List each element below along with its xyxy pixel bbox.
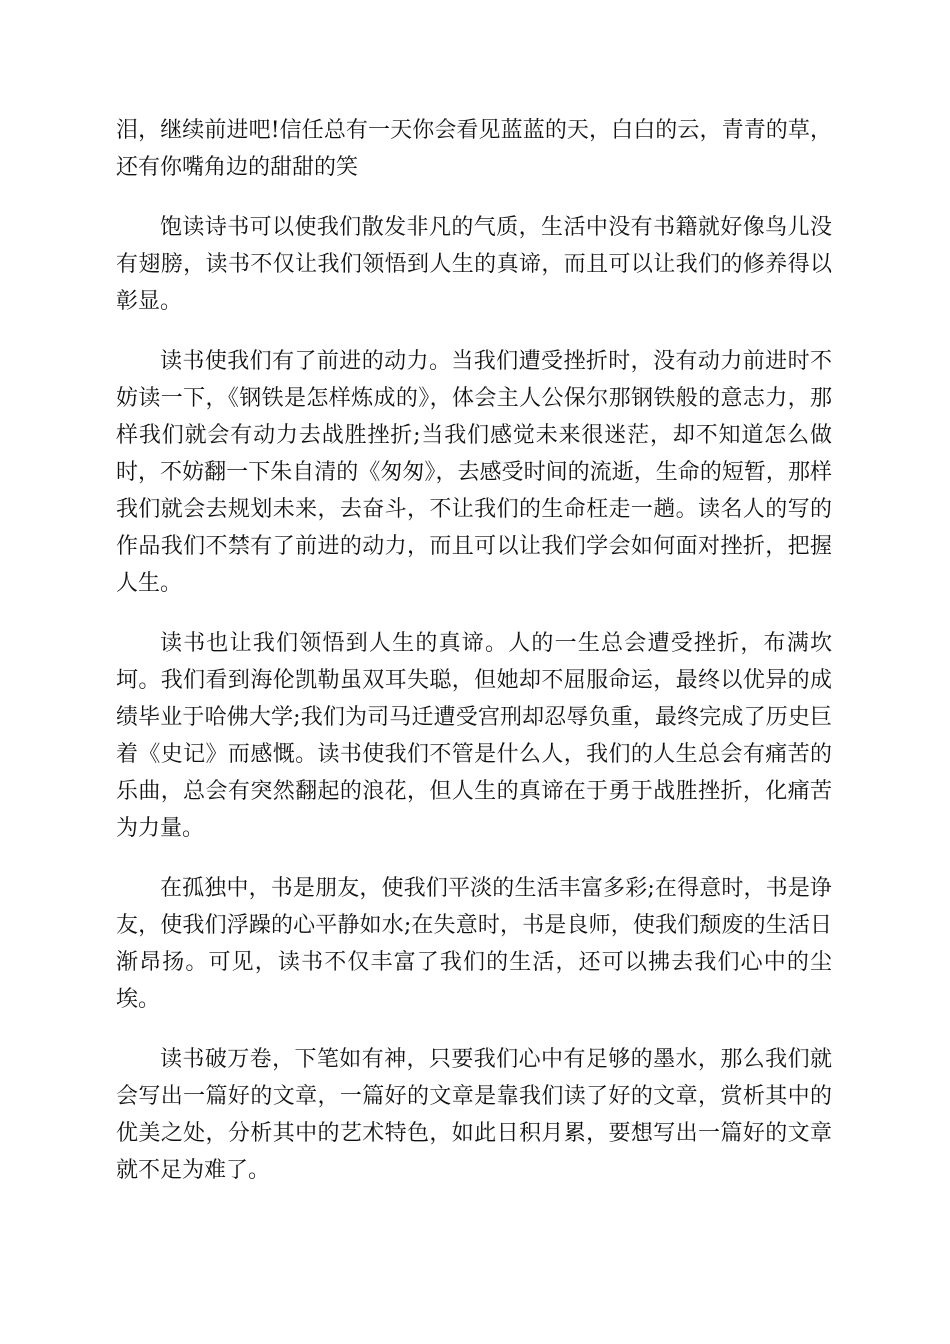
paragraph: 饱读诗书可以使我们散发非凡的气质，生活中没有书籍就好像鸟儿没有翅膀，读书不仅让我们领悟到人生的真谛，而且可以让我们的修养得以彰显。 [116, 215, 832, 314]
paragraph: 读书破万卷，下笔如有神，只要我们心中有足够的墨水，那么我们就会写出一篇好的文章，一篇好的文章是靠我们读了好的文章，赏析其中的优美之处，分析其中的艺术特色，如此日积月累，要想写出一篇好的文章就不足为难了。 [116, 1047, 832, 1183]
paragraph: 读书使我们有了前进的动力。当我们遭受挫折时，没有动力前进时不妨读一下，《钢铁是怎样炼成的》，体会主人公保尔那钢铁般的意志力，那样我们就会有动力去战胜挫折;当我们感觉未来很迷茫，却不知道怎么做时，不妨翻一下朱自清的《匆匆》，去感受时间的流逝，生命的短暂，那样我们就会去规划未来，去奋斗，不让我们的生命枉走一趟。读名人的写的作品我们不禁有了前进的动力，而且可以让我们学会如何面对挫折，把握人生。 [116, 349, 832, 596]
paragraph-continued: 泪，继续前进吧!信任总有一天你会看见蓝蓝的天，白白的云，青青的草，还有你嘴角边的甜甜的笑 [116, 118, 832, 180]
paragraph: 在孤独中，书是朋友，使我们平淡的生活丰富多彩;在得意时，书是诤友，使我们浮躁的心平静如水;在失意时，书是良师，使我们颓废的生活日渐昂扬。可见，读书不仅丰富了我们的生活，还可以拂去我们心中的尘埃。 [116, 876, 832, 1012]
paragraph: 读书也让我们领悟到人生的真谛。人的一生总会遭受挫折，布满坎坷。我们看到海伦凯勒虽双耳失聪，但她却不屈服命运，最终以优异的成绩毕业于哈佛大学;我们为司马迁遭受宫刑却忍辱负重，最终完成了历史巨着《史记》而感慨。读书使我们不管是什么人，我们的人生总会有痛苦的乐曲，总会有突然翻起的浪花，但人生的真谛在于勇于战胜挫折，化痛苦为力量。 [116, 631, 832, 841]
document-page [116, 112, 832, 1212]
